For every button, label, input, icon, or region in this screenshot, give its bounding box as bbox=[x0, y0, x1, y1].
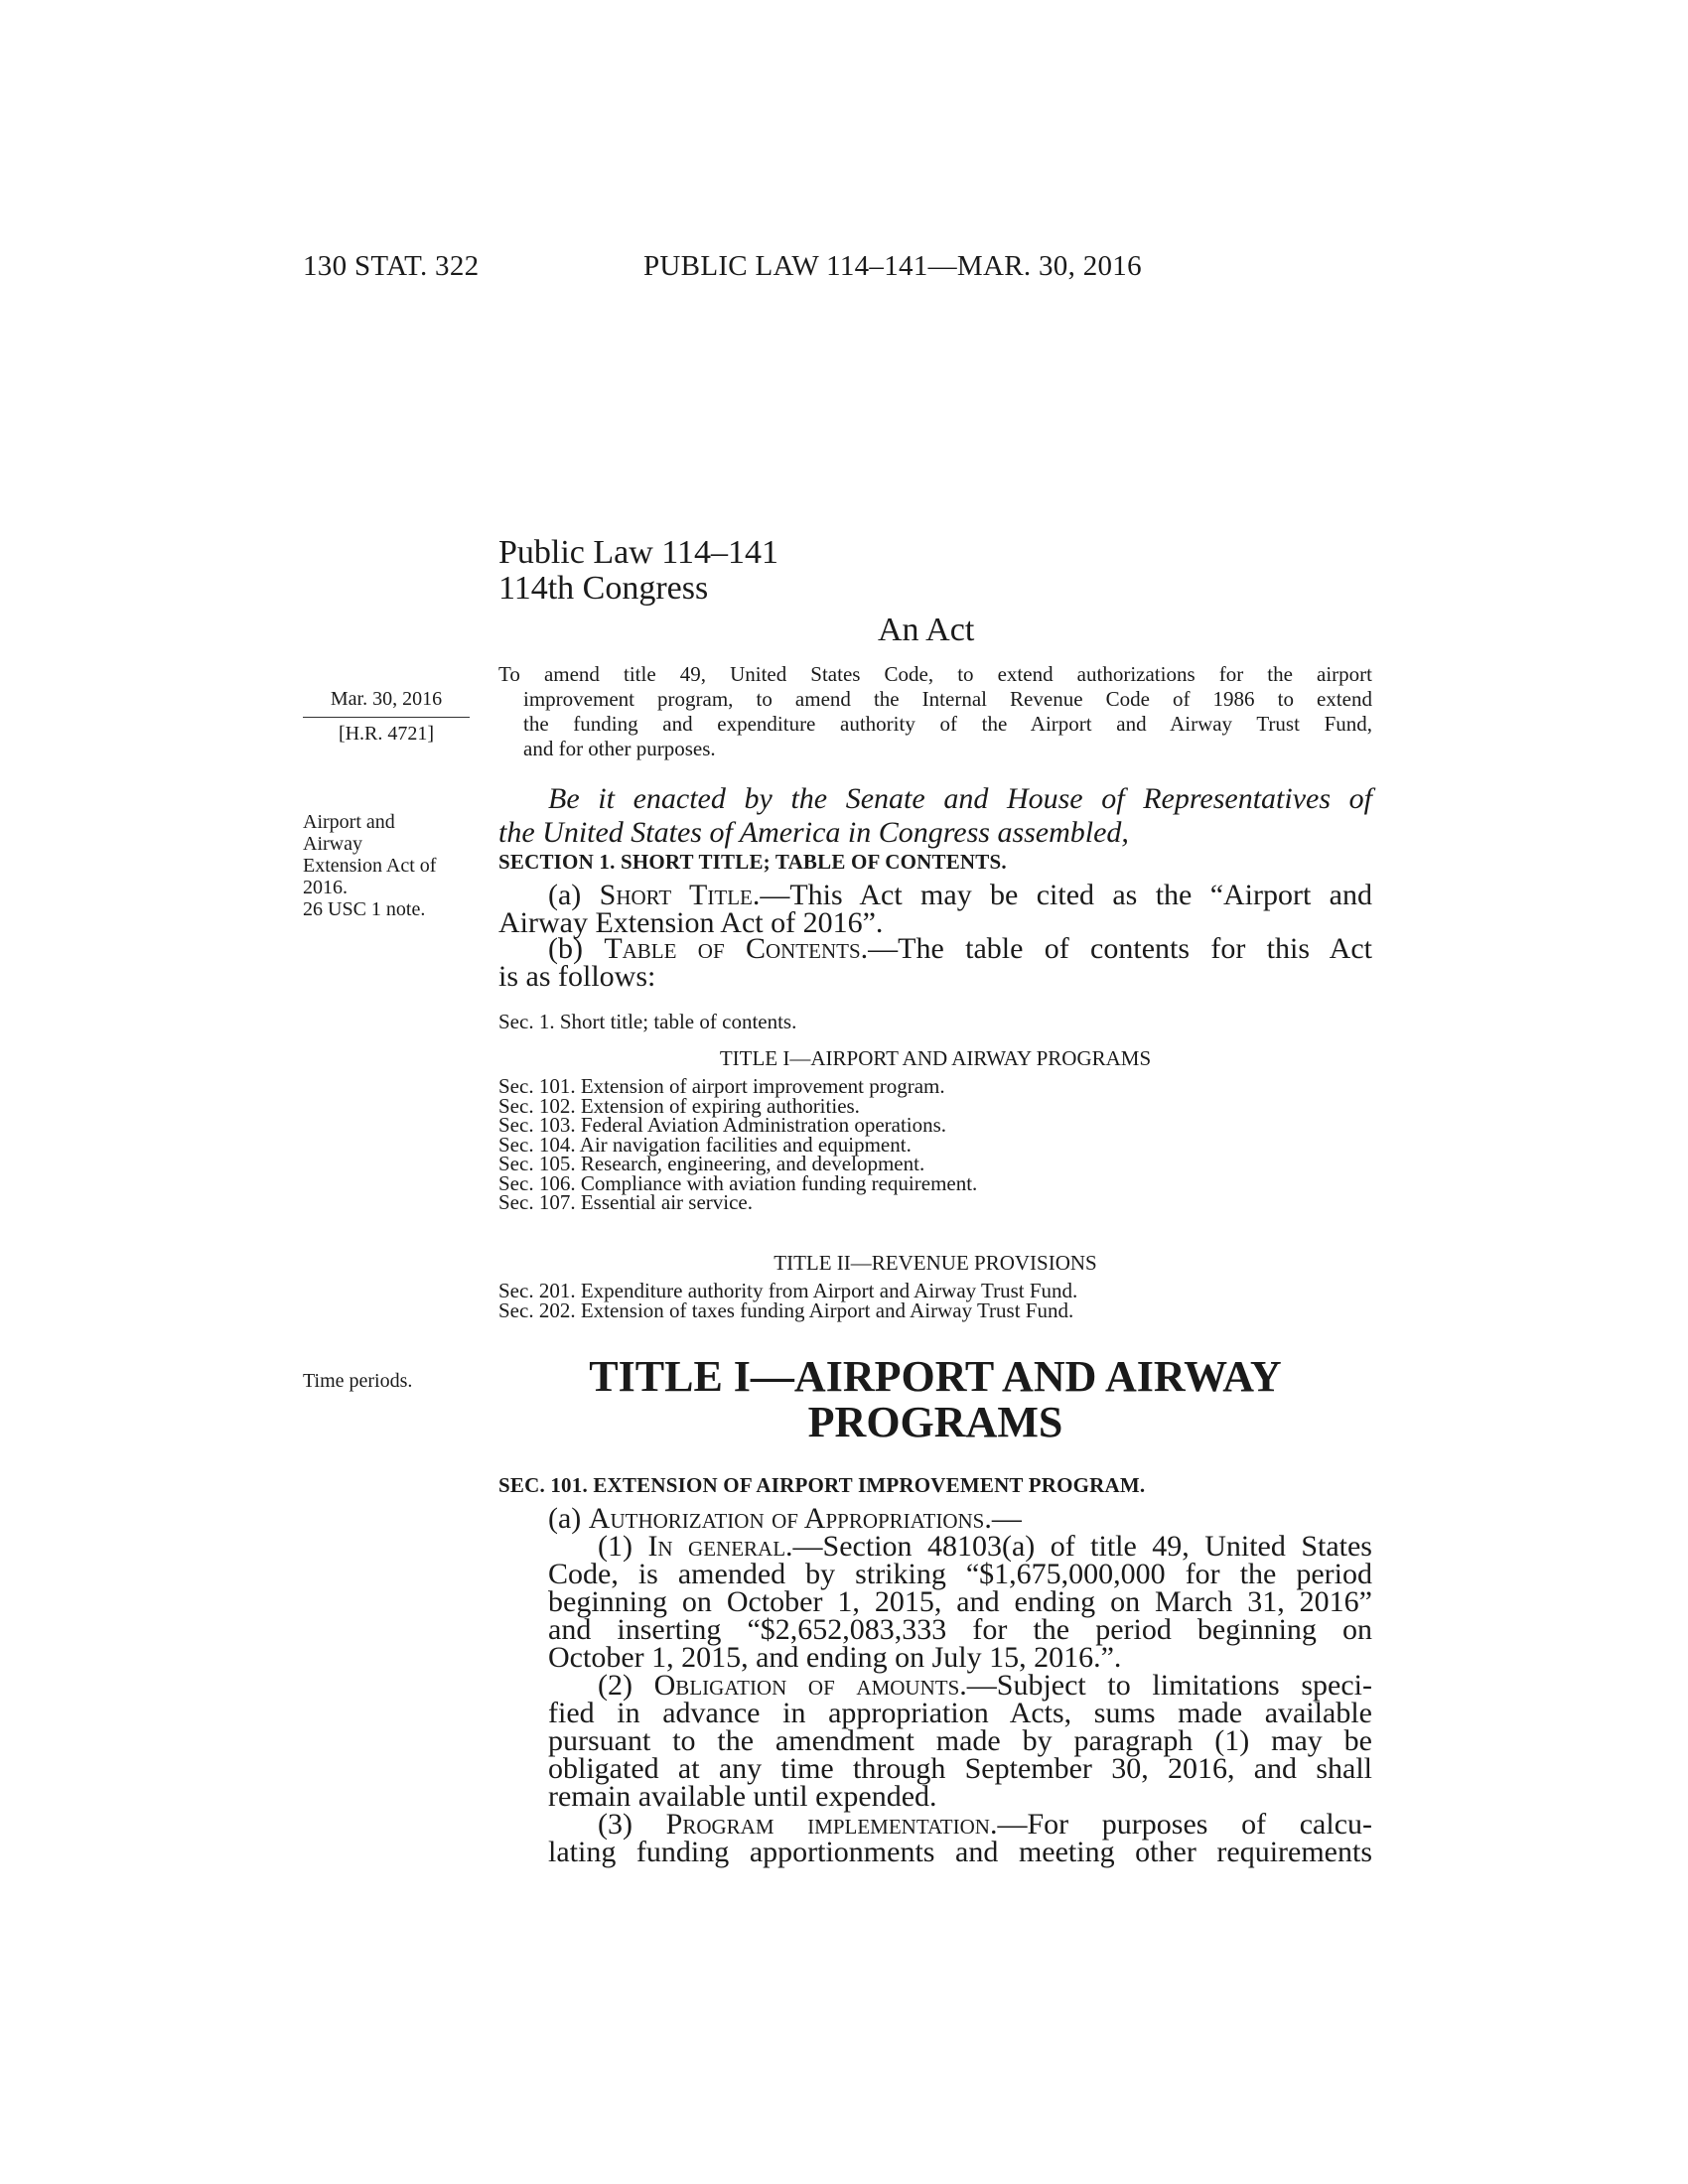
para-caption: Table of Contents bbox=[604, 932, 861, 965]
toc-item: Sec. 107. Essential air service. bbox=[498, 1190, 753, 1214]
para-caption: Program implementation bbox=[665, 1808, 990, 1841]
para-text: .—Section 48103(a) of title 49, United States bbox=[785, 1530, 1372, 1563]
long-title-line: To amend title 49, United States Code, to extend authorizations for the airport bbox=[498, 662, 1372, 686]
para-label: (a) bbox=[548, 879, 600, 911]
long-title bbox=[498, 662, 1372, 761]
para-label: (b) bbox=[548, 932, 605, 965]
para-3-line-2: lating funding apportionments and meeting other requirements bbox=[548, 1836, 1372, 1868]
margin-date: Mar. 30, 2016 bbox=[330, 688, 443, 710]
running-header: PUBLIC LAW 114–141—MAR. 30, 2016 bbox=[643, 250, 1142, 282]
para-label: (3) bbox=[598, 1808, 666, 1841]
enacting-line-2: the United States of America in Congress assembled, bbox=[498, 816, 1129, 849]
toc-title-ii: TITLE II—REVENUE PROVISIONS bbox=[774, 1251, 1097, 1275]
para-caption: Short Title bbox=[599, 879, 753, 911]
toc-item: Sec. 101. Extension of airport improvement program. bbox=[498, 1074, 945, 1098]
para-2-line-1 bbox=[548, 1669, 1373, 1702]
long-title-line: improvement program, to amend the Internal Revenue Code of 1986 to extend bbox=[523, 687, 1372, 711]
section-1-a-line-1 bbox=[498, 879, 1372, 911]
margin-note-line: 26 USC 1 note. bbox=[303, 898, 426, 920]
para-text: .—Subject to limitations speci- bbox=[959, 1669, 1373, 1702]
para-text: .—This Act may be cited as the “Airport and bbox=[752, 879, 1372, 911]
enacting-clause bbox=[498, 782, 1372, 850]
section-1-a-line-2: Airway Extension Act of 2016”. bbox=[498, 906, 884, 939]
section-1-b-line-2: is as follows: bbox=[498, 960, 656, 993]
law-number: Public Law 114–141 bbox=[498, 534, 779, 571]
para-2-last-line: remain available until expended. bbox=[548, 1780, 937, 1813]
margin-note-line: Extension Act of bbox=[303, 855, 437, 877]
toc-item: Sec. 104. Air navigation facilities and equipment. bbox=[498, 1132, 912, 1157]
section-101-a bbox=[498, 1502, 1372, 1535]
para-2-line: pursuant to the amendment made by paragraph (1) may be bbox=[548, 1724, 1372, 1757]
long-title-line: and for other purposes. bbox=[523, 737, 716, 760]
para-caption: Authorization of Appropriations bbox=[588, 1502, 985, 1535]
para-text: .—For purposes of calcu- bbox=[989, 1808, 1373, 1841]
para-text: .—The table of contents for this Act bbox=[860, 932, 1372, 965]
para-3-line-1 bbox=[548, 1808, 1373, 1841]
para-1-last-line: October 1, 2015, and ending on July 15, 2016.”. bbox=[548, 1641, 1122, 1674]
para-2-line: obligated at any time through September 30, 2016, and shall bbox=[548, 1752, 1372, 1785]
title-i-line-1: TITLE I—AIRPORT AND AIRWAY bbox=[589, 1352, 1282, 1401]
section-101-heading: SEC. 101. EXTENSION OF AIRPORT IMPROVEMENT PROGRAM. bbox=[498, 1473, 1146, 1497]
margin-note-line: 2016. bbox=[303, 877, 348, 898]
section-101-a-heading bbox=[498, 1502, 1372, 1535]
toc-item: Sec. 202. Extension of taxes funding Airport and Airway Trust Fund. bbox=[498, 1297, 1074, 1322]
para-1-line-1 bbox=[548, 1530, 1372, 1563]
toc-title-ii-list bbox=[498, 1279, 1078, 1322]
toc-item: Sec. 201. Expenditure authority from Airport and Airway Trust Fund. bbox=[498, 1279, 1078, 1302]
para-1-line: and inserting “$2,652,083,333 for the period beginning on bbox=[548, 1613, 1372, 1646]
para-caption: Obligation of amounts bbox=[653, 1669, 960, 1702]
toc-title-i-list bbox=[498, 1074, 978, 1214]
section-101-a-1 bbox=[548, 1530, 1372, 1674]
toc-title-i: TITLE I—AIRPORT AND AIRWAY PROGRAMS bbox=[719, 1046, 1152, 1070]
margin-note-time-periods: Time periods. bbox=[303, 1370, 413, 1392]
para-label: (a) bbox=[548, 1502, 589, 1535]
para-2-line: fied in advance in appropriation Acts, sums made available bbox=[548, 1697, 1372, 1729]
para-1-line: beginning on October 1, 2015, and ending on March 31, 2016” bbox=[548, 1585, 1372, 1618]
toc-item: Sec. 103. Federal Aviation Administration operations. bbox=[498, 1113, 947, 1137]
section-1-heading: SECTION 1. SHORT TITLE; TABLE OF CONTENTS. bbox=[498, 850, 1007, 874]
para-label: (1) bbox=[598, 1530, 648, 1563]
toc-item: Sec. 106. Compliance with aviation funding requirement. bbox=[498, 1170, 978, 1195]
toc-item: Sec. 102. Extension of expiring authorities. bbox=[498, 1093, 860, 1118]
toc-sec-1: Sec. 1. Short title; table of contents. bbox=[498, 1010, 797, 1033]
para-1-line: Code, is amended by striking “$1,675,000,000 for the period bbox=[548, 1558, 1372, 1590]
page-citation: 130 STAT. 322 bbox=[303, 250, 480, 282]
long-title-line: the funding and expenditure authority of the Airport and Airway Trust Fund, bbox=[523, 712, 1372, 736]
margin-divider bbox=[303, 717, 470, 718]
para-text: .— bbox=[984, 1502, 1022, 1535]
margin-note-line: Airway bbox=[303, 833, 362, 855]
margin-bill-number: [H.R. 4721] bbox=[338, 723, 435, 745]
toc-item: Sec. 105. Research, engineering, and development. bbox=[498, 1152, 925, 1175]
section-1-b-line-1 bbox=[498, 932, 1372, 965]
section-101-a-3 bbox=[548, 1808, 1373, 1868]
enacting-line-1: Be it enacted by the Senate and House of Representatives of bbox=[548, 782, 1372, 815]
title-i-line-2: PROGRAMS bbox=[807, 1398, 1063, 1446]
para-label: (2) bbox=[598, 1669, 654, 1702]
margin-note-short-title bbox=[303, 811, 436, 920]
an-act-heading: An Act bbox=[878, 612, 975, 648]
section-1-a bbox=[498, 879, 1372, 939]
title-i-heading bbox=[498, 1354, 1372, 1445]
section-1-b bbox=[498, 932, 1372, 993]
margin-note-line: Airport and bbox=[303, 811, 395, 833]
para-caption: In general bbox=[647, 1530, 786, 1563]
congress-number: 114th Congress bbox=[498, 570, 709, 607]
section-101-a-2 bbox=[548, 1669, 1373, 1813]
